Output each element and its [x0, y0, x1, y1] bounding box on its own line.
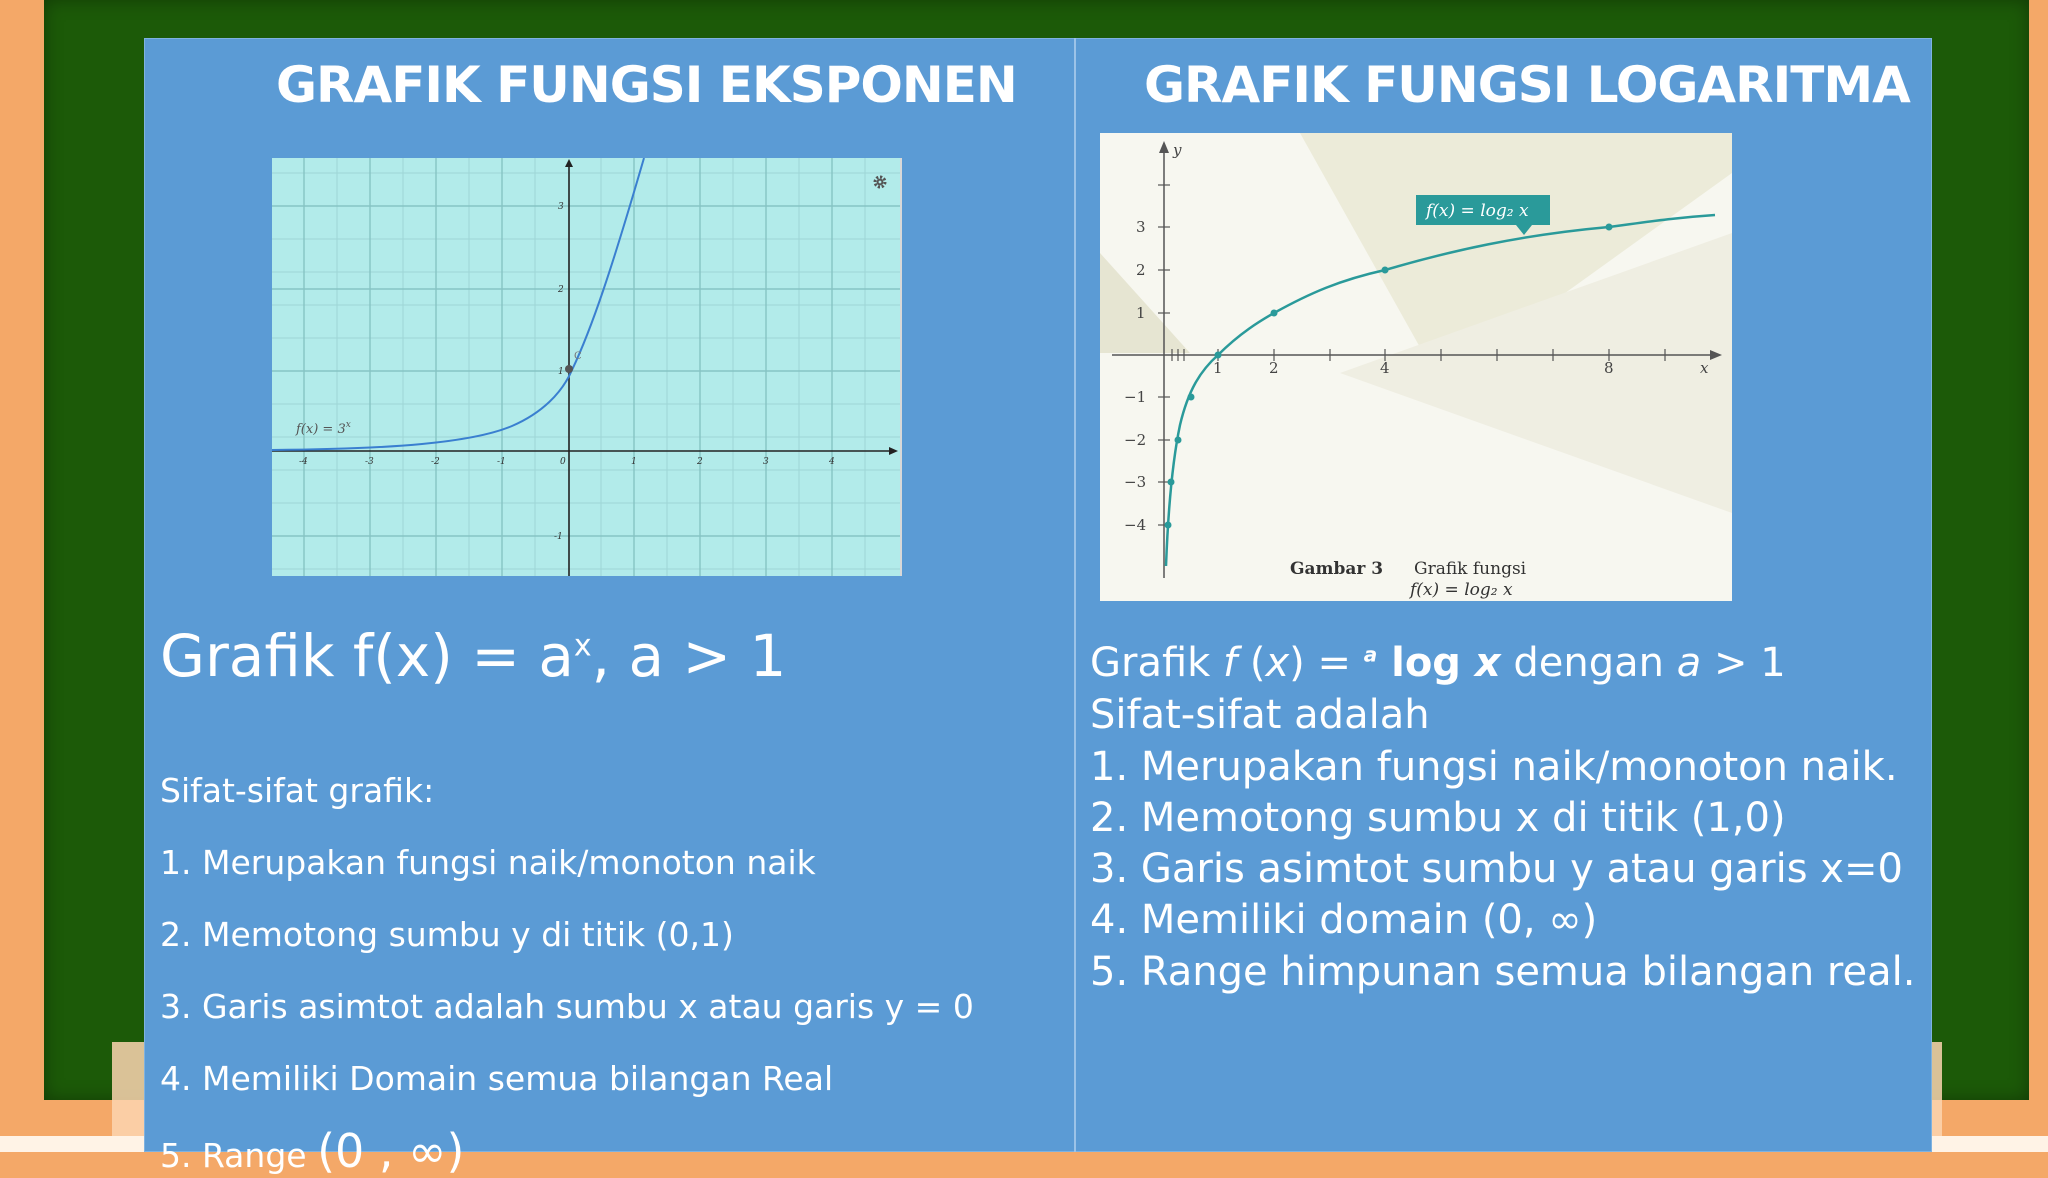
log-y-axis-label: y [1173, 141, 1182, 159]
exp-x-tick: -1 [497, 457, 506, 467]
title-logarithm: GRAFIK FUNGSI LOGARITMA [1144, 56, 1910, 114]
exp-property-item: 2. Memotong sumbu y di titik (0,1) [160, 915, 734, 954]
exp-y-tick: -1 [554, 532, 563, 542]
logarithm-graph [1100, 133, 1732, 601]
log-y-tick: −2 [1124, 431, 1147, 449]
log-point [1382, 267, 1389, 274]
log-y-tick: 2 [1136, 261, 1146, 279]
exp-properties-heading: Sifat-sifat grafik: [160, 771, 435, 810]
log-y-tick: −1 [1124, 388, 1147, 406]
exp-x-axis-arrow [889, 447, 898, 455]
log-x-tick: 8 [1604, 359, 1614, 377]
exp-y-tick: 1 [558, 367, 564, 377]
log-y-tick: 3 [1136, 218, 1146, 236]
log-y-tick: 1 [1136, 304, 1146, 322]
log-point [1168, 479, 1175, 486]
exp-property-item: 3. Garis asimtot adalah sumbu x atau garis y = 0 [160, 987, 974, 1026]
gear-icon[interactable] [875, 177, 885, 187]
exp-x-tick: -3 [365, 457, 374, 467]
log-property-item: 2. Memotong sumbu x di titik (1,0) [1090, 795, 1786, 841]
exp-x-tick: 3 [763, 457, 769, 467]
exp-y-tick: 3 [558, 202, 564, 212]
exp-x-tick: 2 [697, 457, 703, 467]
log-x-tick: 4 [1380, 359, 1390, 377]
column-divider [1074, 38, 1076, 1152]
exp-x-tick: -2 [431, 457, 440, 467]
title-exponential: GRAFIK FUNGSI EKSPONEN [276, 56, 1017, 114]
log-caption-bold: Gambar 3 [1290, 559, 1384, 579]
exp-function-label: $f(x) = 3^x$ [296, 420, 351, 437]
log-caption-line2: f(x) = log₂ x [1410, 580, 1513, 600]
log-properties-heading: Sifat-sifat adalah [1090, 692, 1430, 738]
log-x-tick: 1 [1213, 359, 1223, 377]
exp-y-tick-labels [554, 202, 564, 542]
exp-curve [272, 158, 644, 450]
log-function-label: f(x) = log₂ x [1426, 201, 1529, 221]
exponential-graph-svg [272, 158, 900, 576]
exp-x-tick: 0 [560, 457, 566, 467]
exp-x-tick-labels [299, 457, 835, 467]
log-x-tick: 2 [1269, 359, 1279, 377]
exp-y-intercept-point [565, 365, 573, 373]
log-point [1606, 224, 1613, 231]
log-point [1188, 394, 1195, 401]
exp-major-grid [272, 158, 900, 576]
log-y-tick-labels [1124, 218, 1146, 534]
exp-property-item: 5. Range (0 , ∞) [160, 1124, 465, 1178]
log-property-item: 3. Garis asimtot sumbu y atau garis x=0 [1090, 846, 1903, 892]
exp-x-tick: 1 [631, 457, 637, 467]
log-point [1175, 437, 1182, 444]
exp-property-item: 4. Memiliki Domain semua bilangan Real [160, 1059, 834, 1098]
log-x-axis-label: x [1700, 359, 1709, 377]
log-property-item: 1. Merupakan fungsi naik/monoton naik. [1090, 744, 1898, 790]
exp-formula: Grafik $f(x) = a^x$, a > 1 [160, 622, 787, 690]
log-point [1165, 522, 1172, 529]
log-caption-line1: Grafik fungsi [1414, 559, 1527, 579]
exp-property-item: 1. Merupakan fungsi naik/monoton naik [160, 843, 816, 882]
log-property-item: 4. Memiliki domain (0, ∞) [1090, 897, 1598, 943]
exp-y-axis-arrow [565, 159, 573, 167]
log-point [1215, 352, 1222, 359]
log-property-item: 5. Range himpunan semua bilangan real. [1090, 949, 1916, 995]
exponential-graph [272, 158, 902, 576]
log-y-axis-arrow [1159, 141, 1169, 153]
logarithm-graph-svg [1100, 133, 1732, 601]
log-formula: Grafik f (x) = $^a$ log x dengan a > 1 [1090, 640, 1786, 686]
log-y-tick: −3 [1124, 473, 1147, 491]
log-point [1271, 310, 1278, 317]
exp-point-label: C [574, 351, 582, 362]
exp-x-tick: -4 [299, 457, 308, 467]
log-y-tick: −4 [1124, 516, 1147, 534]
exp-y-tick: 2 [558, 285, 564, 295]
exp-x-tick: 4 [829, 457, 835, 467]
exp-minor-grid [272, 158, 900, 576]
